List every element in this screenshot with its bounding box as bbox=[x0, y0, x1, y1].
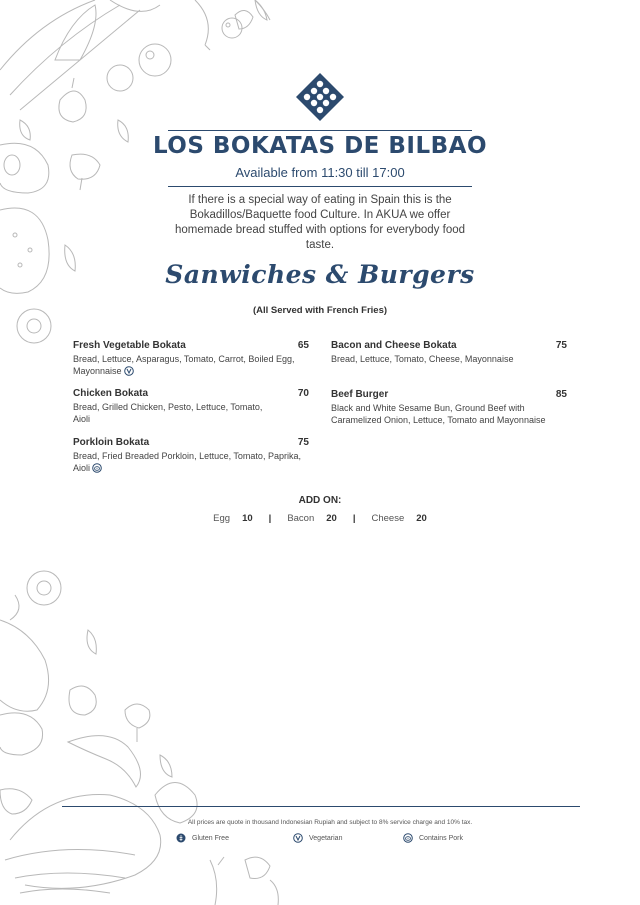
vegetarian-icon bbox=[124, 366, 134, 376]
vegetable-sketch-decoration-top-right bbox=[220, 0, 280, 45]
addon-name: Bacon bbox=[287, 513, 315, 524]
section-note: (All Served with French Fries) bbox=[252, 305, 388, 316]
addon-name: Cheese bbox=[371, 513, 405, 524]
addon-separator: | bbox=[268, 513, 272, 524]
contains-pork-icon bbox=[403, 833, 413, 843]
item-price: 85 bbox=[555, 389, 567, 400]
item-description: Bread, Lettuce, Asparagus, Tomato, Carrot, Boiled Egg, Mayonnaise bbox=[73, 354, 295, 376]
addon-price: 20 bbox=[416, 513, 427, 524]
legend-contains-pork bbox=[403, 833, 463, 843]
menu-intro-text: If there is a special way of eating in Spain this is the Bokadillos/Baquette food Culture. In AKUA we offer homemade bread stuffed with options for everybody food taste. bbox=[174, 194, 466, 251]
menu-item bbox=[73, 340, 309, 377]
vegetable-sketch-decoration-bottom-left bbox=[0, 560, 300, 905]
item-name: Porkloin Bokata bbox=[73, 437, 150, 448]
addon-item bbox=[372, 513, 427, 524]
addon-item bbox=[213, 513, 252, 524]
item-price: 70 bbox=[297, 388, 309, 399]
addon-separator: | bbox=[352, 513, 356, 524]
availability-hours: Available from 11:30 till 17:00 bbox=[235, 165, 405, 180]
addon-price: 10 bbox=[242, 513, 253, 524]
legend-label: Vegetarian bbox=[309, 834, 343, 842]
item-description: Bread, Lettuce, Tomato, Cheese, Mayonnaise bbox=[331, 354, 514, 364]
item-description: Bread, Grilled Chicken, Pesto, Lettuce, Tomato, Aioli bbox=[73, 402, 263, 424]
legend-label: Gluten Free bbox=[192, 834, 229, 842]
legend-vegetarian bbox=[293, 833, 342, 843]
addon-title: ADD ON: bbox=[298, 495, 342, 506]
menu-item bbox=[73, 437, 309, 474]
price-footnote: All prices are quote in thousand Indonesian Rupiah and subject to 8% service charge and 10% tax. bbox=[187, 819, 473, 826]
addon-list bbox=[0, 513, 640, 524]
section-title: Sanwiches & Burgers bbox=[165, 260, 475, 289]
title-top-rule bbox=[168, 130, 472, 131]
addon-item bbox=[287, 513, 337, 524]
contains-pork-icon bbox=[92, 463, 102, 473]
addon-price: 20 bbox=[326, 513, 337, 524]
item-description: Bread, Fried Breaded Porkloin, Lettuce, Tomato, Paprika, Aioli bbox=[73, 451, 301, 473]
menu-item bbox=[331, 389, 567, 426]
item-price: 75 bbox=[555, 340, 567, 351]
footer-rule bbox=[62, 806, 580, 807]
menu-title: LOS BOKATAS DE BILBAO bbox=[152, 133, 488, 159]
legend-gluten-free bbox=[176, 833, 229, 843]
item-name: Bacon and Cheese Bokata bbox=[331, 340, 457, 351]
legend-label: Contains Pork bbox=[419, 834, 463, 842]
item-name: Chicken Bokata bbox=[73, 388, 149, 399]
menu-item bbox=[331, 340, 567, 365]
item-description: Black and White Sesame Bun, Ground Beef with Caramelized Onion, Lettuce, Tomato and Mayonnaise bbox=[331, 403, 546, 425]
item-price: 75 bbox=[297, 437, 309, 448]
item-name: Beef Burger bbox=[331, 389, 389, 400]
item-price: 65 bbox=[297, 340, 309, 351]
title-bottom-rule bbox=[168, 186, 472, 187]
restaurant-logo-icon bbox=[295, 72, 345, 122]
menu-item bbox=[73, 388, 309, 425]
item-name: Fresh Vegetable Bokata bbox=[73, 340, 186, 351]
addon-name: Egg bbox=[213, 513, 231, 524]
vegetarian-icon bbox=[293, 833, 303, 843]
gluten-free-icon bbox=[176, 833, 186, 843]
